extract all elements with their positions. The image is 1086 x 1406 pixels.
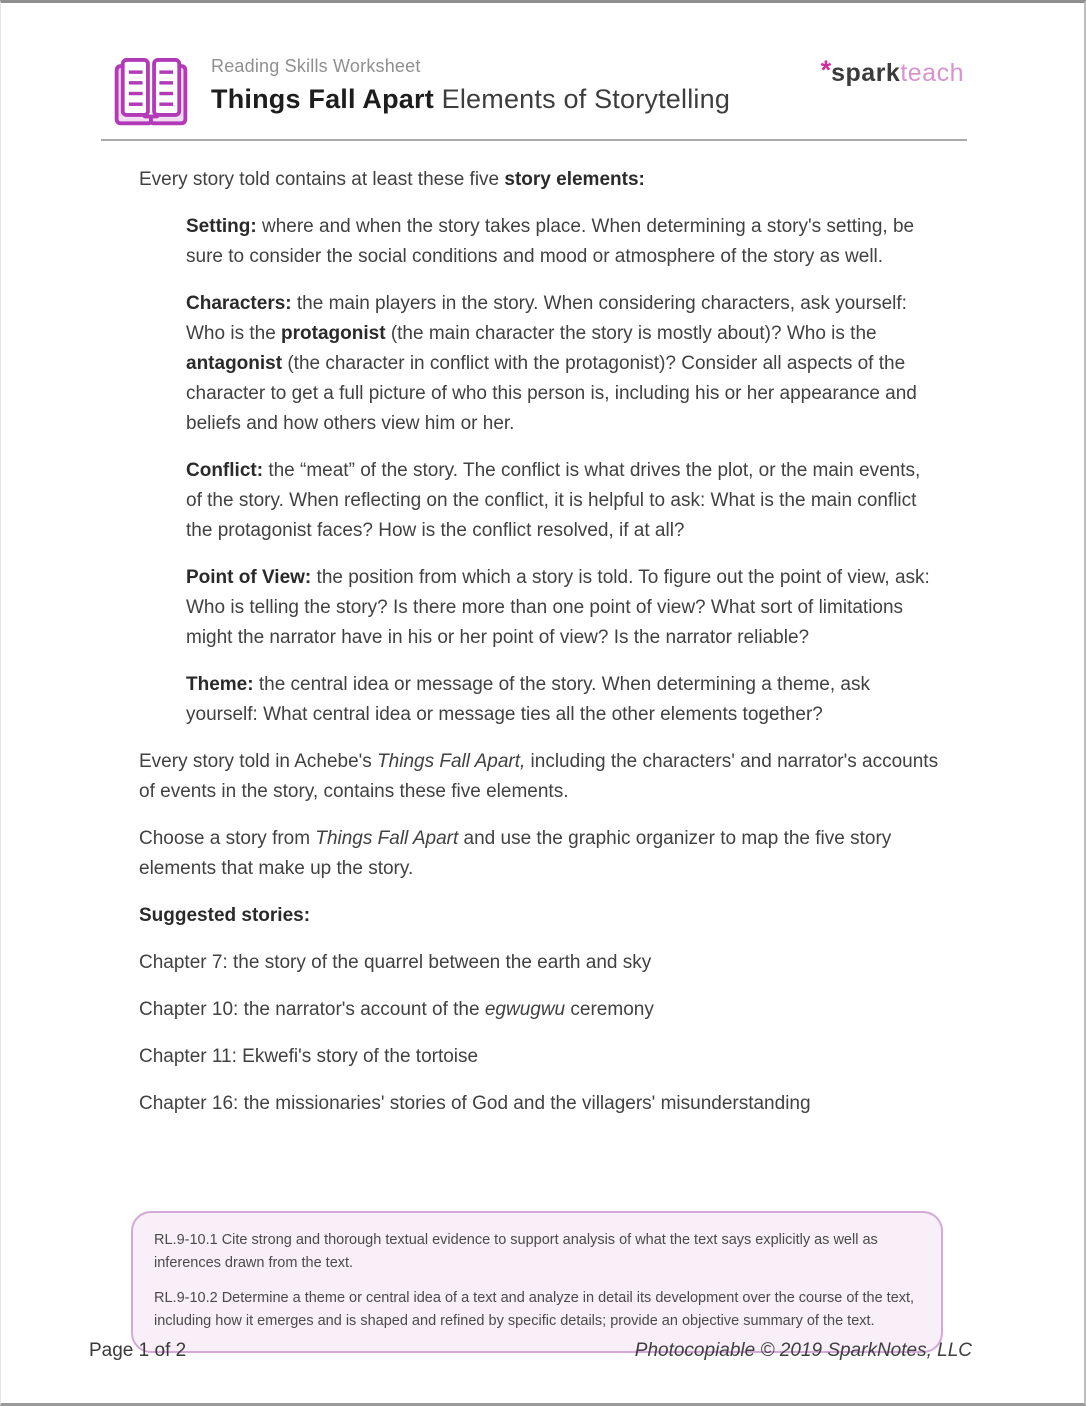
sparkteach-logo bbox=[821, 55, 964, 88]
chapter-16-item: Chapter 16: the missionaries' stories of God and the villagers' misunderstanding bbox=[139, 1093, 811, 1114]
page-title-rest: Elements of Storytelling bbox=[433, 84, 731, 114]
chapter-10-item: Chapter 10: the narrator's account of the egwugwu ceremony bbox=[139, 999, 654, 1020]
element-setting: Setting: where and when the story takes place. When determining a story's setting, be sure to consider the social conditions and mood or atmosphere of the story as well. bbox=[186, 216, 915, 267]
chapter-7-item: Chapter 7: the story of the quarrel between the earth and sky bbox=[139, 952, 652, 973]
page-footer bbox=[89, 1340, 972, 1362]
logo-asterisk-icon: * bbox=[820, 55, 832, 85]
page-number: Page 1 of 2 bbox=[89, 1340, 187, 1361]
instructions-paragraph: Choose a story from Things Fall Apart and use the graphic organizer to map the five story elements that make up the story. bbox=[139, 828, 892, 879]
intro-paragraph: Every story told contains at least these five story elements: bbox=[139, 169, 645, 190]
open-book-icon bbox=[109, 55, 193, 129]
story-elements-list bbox=[186, 212, 934, 730]
suggested-stories-heading: Suggested stories: bbox=[139, 905, 311, 926]
copyright-notice: Photocopiable © 2019 SparkNotes, LLC bbox=[634, 1340, 972, 1361]
header-divider bbox=[101, 139, 967, 141]
logo-teach-text: teach bbox=[900, 59, 964, 87]
standard-rl-9-10-1: RL.9-10.1 Cite strong and thorough textual evidence to support analysis of what the text says explicitly as well as inferences drawn from the text. bbox=[154, 1232, 878, 1271]
chapter-11-item: Chapter 11: Ekwefi's story of the tortoise bbox=[139, 1046, 479, 1067]
achebe-paragraph: Every story told in Achebe's Things Fall Apart, including the characters' and narrator's accounts of events in the story, contains these five elements. bbox=[139, 751, 939, 802]
standard-rl-9-10-2: RL.9-10.2 Determine a theme or central idea of a text and analyze in detail its development over the course of the text, including how it emerges and is shaped and refined by specific details; provide an objective summary of the text. bbox=[154, 1290, 915, 1329]
worksheet-body bbox=[139, 165, 951, 1136]
page-title bbox=[211, 84, 730, 115]
header-text bbox=[211, 56, 730, 115]
logo-spark-text: spark bbox=[831, 59, 901, 87]
element-point-of-view: Point of View: the position from which a story is told. To figure out the point of view, ask: Who is telling the story? Is there more than one point of view? What sort of limitations might the narrator have in his or her point of view? Is the narrator reliable? bbox=[186, 567, 930, 648]
worksheet-type-label: Reading Skills Worksheet bbox=[211, 56, 421, 76]
element-theme: Theme: the central idea or message of the story. When determining a theme, ask yourself: What central idea or message ties all the other elements together? bbox=[186, 674, 870, 725]
element-conflict: Conflict: the “meat” of the story. The conflict is what drives the plot, or the main events, of the story. When reflecting on the conflict, it is helpful to ask: What is the main conflict the protagonist faces? How is the conflict resolved, if at all? bbox=[186, 460, 921, 541]
page-title-book: Things Fall Apart bbox=[211, 84, 434, 114]
element-characters: Characters: the main players in the story. When considering characters, ask yourself: Who is the protagonist (the main character the story is mostly about)? Who is the antagonist (the character in conflict with the protagonist)? Consider all aspects of the character to get a full picture of who this person is, including his or her appearance and beliefs and how others view him or her. bbox=[186, 293, 917, 434]
standards-box bbox=[131, 1211, 943, 1353]
